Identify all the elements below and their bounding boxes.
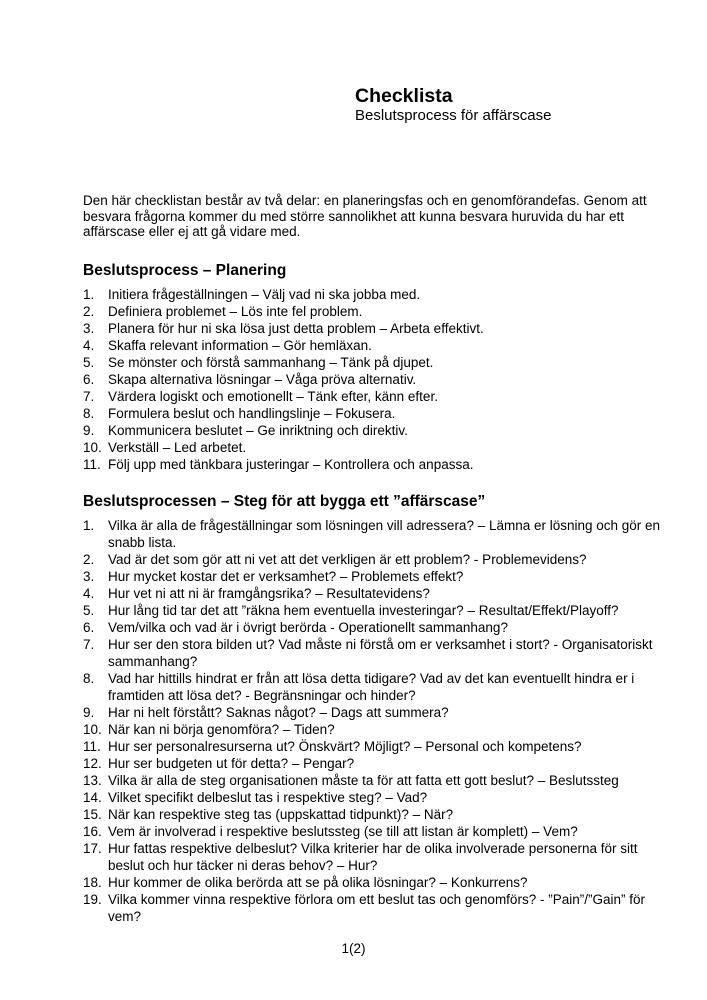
section-planering [83,261,673,473]
section-affarscase-heading: Beslutsprocessen – Steg för att bygga ett ”affärscase” [83,492,486,510]
checklist-item: Planera för hur ni ska lösa just detta problem – Arbeta effektivt. [108,320,484,336]
checklist-item: Hur ser personalresurserna ut? Önskvärt? Möjligt? – Personal och kompetens? [108,738,582,754]
checklist-item: Hur vet ni att ni är framgångsrika? – Resultatevidens? [108,585,430,601]
checklist-item: När kan ni börja genomföra? – Tiden? [108,721,335,737]
checklist-item: Formulera beslut och handlingslinje – Fokusera. [108,405,396,421]
checklist-affarscase [83,517,673,925]
checklist-item: Vad är det som gör att ni vet att det verkligen är ett problem? - Problemevidens? [108,551,587,567]
checklist-item: Vilka kommer vinna respektive förlora om ett beslut tas och genomförs? - ”Pain”/”Gain” för vem? [108,891,645,924]
document-body [83,193,673,925]
page-title: Checklista [355,85,453,107]
checklist-item: Verkställ – Led arbetet. [108,439,247,455]
checklist-item: Vilka är alla de steg organisationen måste ta för att fatta ett gott beslut? – Beslutssteg [108,772,619,788]
checklist-item: Har ni helt förstått? Saknas något? – Dags att summera? [108,704,449,720]
page-number: 1(2) [341,941,366,956]
title-block [355,85,551,125]
checklist-item: Vad har hittills hindrat er från att lösa detta tidigare? Vad av det kan eventuellt hindra er i framtiden att lösa det? - Begränsningar och hinder? [108,670,635,703]
checklist-item: Skapa alternativa lösningar – Våga pröva alternativ. [108,371,417,387]
checklist-item: Följ upp med tänkbara justeringar – Kontrollera och anpassa. [108,456,474,472]
checklist-item: Hur kommer de olika berörda att se på olika lösningar? – Konkurrens? [108,874,528,890]
checklist-item: Vem är involverad i respektive beslutssteg (se till att listan är komplett) – Vem? [108,823,578,839]
checklist-item: Hur fattas respektive delbeslut? Vilka kriterier har de olika involverade personerna för sitt beslut och hur täcker ni deras behov? – Hur? [108,840,638,873]
intro-paragraph: Den här checklistan består av två delar: en planeringsfas och en genomförandefas. Genom att besvara frågorna kommer du med större sannolikhet att kunna besvara huruvida du har ett affärscase eller ej att gå vidare med. [83,193,647,239]
checklist-item: Vilka är alla de frågeställningar som lösningen vill adressera? – Lämna er lösning och gör en snabb lista. [108,517,661,550]
checklist-item: Hur ser den stora bilden ut? Vad måste ni förstå om er verksamhet i stort? - Organisatoriskt sammanhang? [108,636,653,669]
checklist-item: Hur ser budgeten ut för detta? – Pengar? [108,755,355,771]
checklist-planering [83,286,673,473]
section-planering-heading: Beslutsprocess – Planering [83,261,287,279]
checklist-item: Se mönster och förstå sammanhang – Tänk på djupet. [108,354,434,370]
checklist-item: Skaffa relevant information – Gör hemläxan. [108,337,372,353]
checklist-item: Vilket specifikt delbeslut tas i respektive steg? – Vad? [108,789,428,805]
checklist-item: Hur mycket kostar det er verksamhet? – Problemets effekt? [108,568,464,584]
checklist-item: Kommunicera beslutet – Ge inriktning och direktiv. [108,422,408,438]
checklist-item: Värdera logiskt och emotionellt – Tänk efter, känn efter. [108,388,438,404]
checklist-item: Definiera problemet – Lös inte fel problem. [108,303,363,319]
page-subtitle: Beslutsprocess för affärscase [355,107,552,124]
checklist-item: Initiera frågeställningen – Välj vad ni ska jobba med. [108,286,421,302]
checklist-item: Hur lång tid tar det att ”räkna hem eventuella investeringar? – Resultat/Effekt/Playoff? [108,602,619,618]
checklist-item: Vem/vilka och vad är i övrigt berörda - Operationellt sammanhang? [108,619,508,635]
section-affarscase [83,492,673,925]
checklist-item: När kan respektive steg tas (uppskattad tidpunkt)? – När? [108,806,454,822]
